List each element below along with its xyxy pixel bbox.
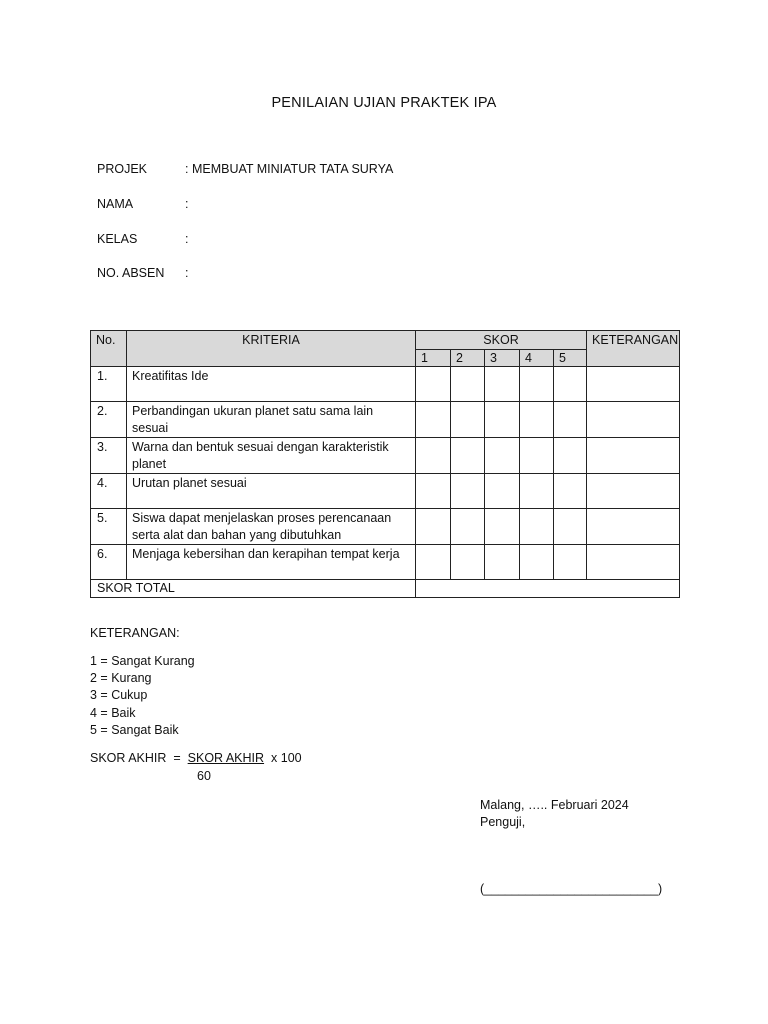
info-label: KELAS (97, 232, 138, 246)
legend-item: 1 = Sangat Kurang (90, 654, 195, 668)
row-number: 4. (91, 474, 127, 509)
row-number: 2. (91, 402, 127, 438)
score-cell[interactable] (485, 402, 520, 438)
header-score-5: 5 (554, 350, 587, 367)
row-criteria: Perbandingan ukuran planet satu sama lain sesuai (127, 402, 416, 438)
signature-role: Penguji, (480, 815, 526, 829)
header-score-1: 1 (416, 350, 451, 367)
table-row (91, 509, 680, 545)
formula-denominator: 60 (197, 769, 211, 783)
signature-block (480, 797, 629, 831)
info-value: : MEMBUAT MINIATUR TATA SURYA (185, 162, 394, 176)
info-row-kelas (97, 232, 188, 246)
header-score-2: 2 (451, 350, 485, 367)
score-cell[interactable] (554, 438, 587, 474)
row-number: 6. (91, 545, 127, 580)
score-cell[interactable] (554, 545, 587, 580)
assessment-table (90, 330, 680, 598)
score-cell[interactable] (520, 367, 554, 402)
score-cell[interactable] (520, 545, 554, 580)
formula-label: SKOR AKHIR (90, 751, 167, 765)
score-cell[interactable] (416, 367, 451, 402)
legend-heading: KETERANGAN: (90, 626, 180, 640)
formula-numerator: SKOR AKHIR (187, 751, 265, 765)
keterangan-cell[interactable] (587, 438, 680, 474)
score-cell[interactable] (451, 509, 485, 545)
legend-item: 2 = Kurang (90, 671, 152, 686)
score-cell[interactable] (451, 438, 485, 474)
table-row (91, 367, 680, 402)
row-criteria: Siswa dapat menjelaskan proses perencanaan serta alat dan bahan yang dibutuhkan (127, 509, 416, 545)
score-cell[interactable] (451, 474, 485, 509)
score-cell[interactable] (451, 402, 485, 438)
keterangan-cell[interactable] (587, 402, 680, 438)
score-cell[interactable] (554, 367, 587, 402)
row-criteria: Warna dan bentuk sesuai dengan karakteristik planet (127, 438, 416, 474)
score-cell[interactable] (451, 367, 485, 402)
info-label: NO. ABSEN (97, 266, 165, 280)
score-cell[interactable] (485, 545, 520, 580)
score-formula (90, 751, 302, 765)
score-cell[interactable] (485, 474, 520, 509)
header-score-3: 3 (485, 350, 520, 367)
signature-line: (_________________________) (480, 882, 663, 896)
info-value: : (185, 232, 189, 246)
row-number: 3. (91, 438, 127, 474)
score-cell[interactable] (485, 509, 520, 545)
keterangan-cell[interactable] (587, 545, 680, 580)
score-cell[interactable] (416, 545, 451, 580)
legend-item: 3 = Cukup (90, 688, 148, 703)
score-cell[interactable] (554, 402, 587, 438)
legend-list (90, 653, 195, 739)
score-cell[interactable] (416, 474, 451, 509)
row-criteria: Menjaga kebersihan dan kerapihan tempat kerja (127, 545, 416, 580)
total-label: SKOR TOTAL (91, 580, 416, 598)
row-number: 5. (91, 509, 127, 545)
row-criteria: Urutan planet sesuai (127, 474, 416, 509)
row-criteria: Kreatifitas Ide (127, 367, 416, 402)
table-row (91, 402, 680, 438)
total-row (91, 580, 680, 598)
score-cell[interactable] (416, 509, 451, 545)
score-cell[interactable] (520, 438, 554, 474)
total-value-cell[interactable] (416, 580, 680, 598)
score-cell[interactable] (520, 474, 554, 509)
signature-place-date: Malang, ….. Februari 2024 (480, 798, 629, 812)
info-row-no-absen (97, 266, 188, 280)
info-label: NAMA (97, 197, 134, 211)
keterangan-cell[interactable] (587, 509, 680, 545)
header-kriteria: KRITERIA (127, 331, 416, 367)
legend-item: 4 = Baik (90, 705, 136, 720)
keterangan-cell[interactable] (587, 367, 680, 402)
info-row-projek (97, 162, 393, 176)
score-cell[interactable] (416, 438, 451, 474)
score-cell[interactable] (520, 402, 554, 438)
legend-item: 5 = Sangat Baik (90, 722, 179, 737)
score-cell[interactable] (554, 474, 587, 509)
info-label: PROJEK (97, 162, 148, 176)
score-cell[interactable] (451, 545, 485, 580)
info-value: : (185, 266, 189, 280)
formula-multiplier: x 100 (271, 751, 302, 765)
score-cell[interactable] (416, 402, 451, 438)
table-row (91, 474, 680, 509)
score-cell[interactable] (554, 509, 587, 545)
score-cell[interactable] (485, 367, 520, 402)
page-title: PENILAIAN UJIAN PRAKTEK IPA (271, 95, 497, 111)
keterangan-cell[interactable] (587, 474, 680, 509)
info-value: : (185, 197, 189, 211)
header-no: No. (91, 331, 127, 367)
info-row-nama (97, 197, 188, 211)
formula-equals: = (173, 751, 181, 765)
score-cell[interactable] (485, 438, 520, 474)
header-score-4: 4 (520, 350, 554, 367)
score-cell[interactable] (520, 509, 554, 545)
row-number: 1. (91, 367, 127, 402)
table-row (91, 545, 680, 580)
header-keterangan: KETERANGAN (587, 331, 680, 367)
header-skor: SKOR (416, 331, 587, 350)
table-row (91, 438, 680, 474)
